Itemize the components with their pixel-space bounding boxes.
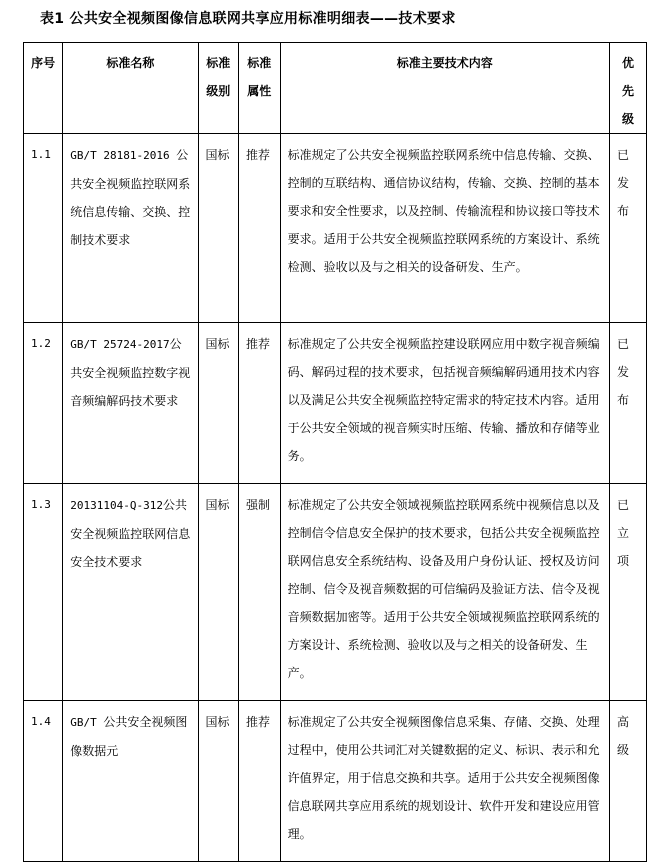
table-row (24, 484, 647, 701)
standard-title: 公共安全视频监控联网系统信息传输、交换、控制技术要求 (70, 148, 191, 247)
cell-attr: 强制 (238, 484, 280, 701)
cell-level: 国标 (198, 701, 238, 862)
cell-name (63, 323, 198, 484)
standard-code: GB/T 28181-2016 (70, 149, 177, 162)
header-level: 标准级别 (198, 43, 238, 134)
standards-table (23, 42, 647, 862)
cell-seq: 1.3 (24, 484, 63, 701)
cell-content: 标准规定了公共安全视频图像信息采集、存储、交换、处理过程中，使用公共词汇对关键数据的定义、标识、表示和允许值界定，用于信息交换和共享。适用于公共安全视频图像信息联网共享应用系统的规划设计、软件开发和建设应用管理。 (280, 701, 609, 862)
cell-priority: 已发布 (609, 134, 646, 323)
cell-seq: 1.4 (24, 701, 63, 862)
table-header-row (24, 43, 647, 134)
header-seq: 序号 (24, 43, 63, 134)
standard-title: 公共安全视频监控联网信息安全技术要求 (70, 498, 191, 569)
standard-code: GB/T (70, 716, 104, 729)
header-priority: 优先级 (609, 43, 646, 134)
standard-code: GB/T 25724-2017 (70, 338, 170, 351)
cell-level: 国标 (198, 484, 238, 701)
cell-attr: 推荐 (238, 701, 280, 862)
cell-seq: 1.1 (24, 134, 63, 323)
standard-code: 20131104-Q-312 (70, 499, 164, 512)
table-row (24, 323, 647, 484)
header-attr: 标准属性 (238, 43, 280, 134)
cell-name (63, 701, 198, 862)
table-title: 表1 公共安全视频图像信息联网共享应用标准明细表——技术要求 (40, 11, 456, 27)
cell-level: 国标 (198, 134, 238, 323)
cell-content: 标准规定了公共安全视频监控建设联网应用中数字视音频编码、解码过程的技术要求，包括视音频编解码通用技术内容以及满足公共安全视频监控特定需求的特定技术内容。适用于公共安全领域的视音频实时压缩、传输、播放和存储等业务。 (280, 323, 609, 484)
cell-level: 国标 (198, 323, 238, 484)
cell-priority: 已立项 (609, 484, 646, 701)
standard-title: 公共安全视频监控数字视音频编解码技术要求 (70, 337, 191, 408)
cell-priority: 已发布 (609, 323, 646, 484)
table-row (24, 701, 647, 862)
cell-content: 标准规定了公共安全领域视频监控联网系统中视频信息以及控制信令信息安全保护的技术要求，包括公共安全视频监控联网信息安全系统结构、设备及用户身份认证、授权及访问控制、信令及视音频数据的可信编码及验证方法、信令及视音频数据加密等。适用于公共安全领域视频监控联网系统的方案设计、系统检测、验收以及与之相关的设备研发、生产。 (280, 484, 609, 701)
cell-name (63, 484, 198, 701)
cell-name (63, 134, 198, 323)
cell-content: 标准规定了公共安全视频监控联网系统中信息传输、交换、控制的互联结构、通信协议结构，传输、交换、控制的基本要求和安全性要求，以及控制、传输流程和协议接口等技术要求。适用于公共安全视频监控联网系统的方案设计、系统检测、验收以及与之相关的设备研发、生产。 (280, 134, 609, 323)
cell-attr: 推荐 (238, 134, 280, 323)
standard-title: 公共安全视频图像数据元 (70, 715, 188, 758)
table-row (24, 134, 647, 323)
header-content: 标准主要技术内容 (280, 43, 609, 134)
header-name: 标准名称 (63, 43, 198, 134)
cell-seq: 1.2 (24, 323, 63, 484)
cell-priority: 高级 (609, 701, 646, 862)
cell-attr: 推荐 (238, 323, 280, 484)
